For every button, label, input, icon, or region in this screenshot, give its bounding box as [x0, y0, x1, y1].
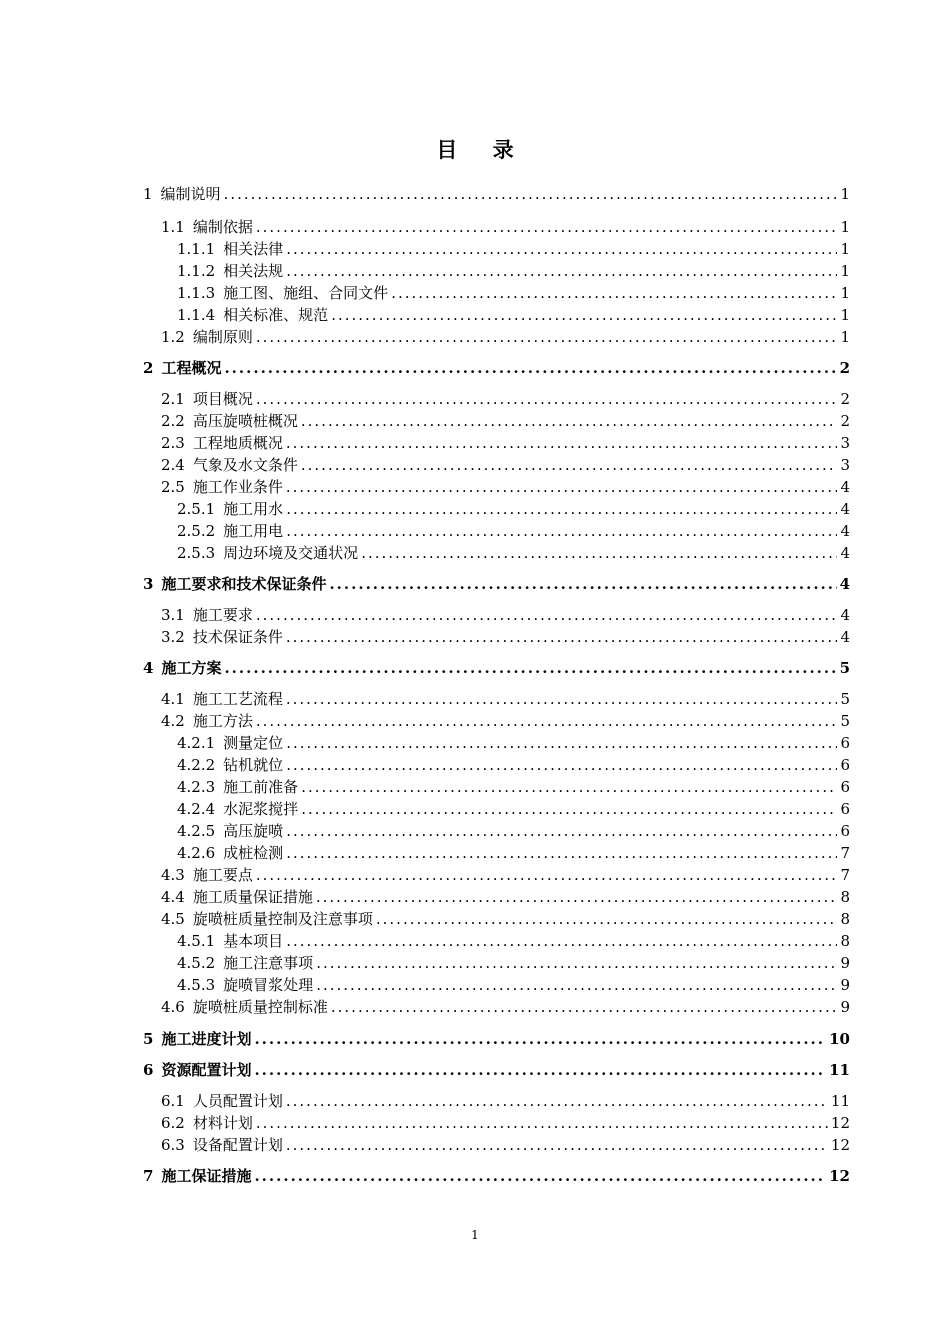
- toc-entry-title: 施工方法: [192, 712, 253, 730]
- toc-entry-title: 施工要求和技术保证条件: [161, 575, 327, 593]
- toc-entry-title: 技术保证条件: [192, 628, 283, 646]
- toc-entry-number: 4.2.3: [177, 778, 216, 796]
- toc-entry-title: 旋喷冒浆处理: [223, 976, 314, 994]
- toc-entry-number: 2: [143, 359, 154, 377]
- toc-entry-title: 设备配置计划: [192, 1136, 283, 1154]
- toc-entry-number: 4.4: [161, 888, 185, 906]
- toc-entry-page: 6: [840, 734, 850, 752]
- toc-entry[interactable]: [161, 1134, 850, 1156]
- toc-entry-page: 8: [840, 910, 850, 928]
- toc-entry[interactable]: [177, 930, 850, 952]
- toc-entry-number: 1.2: [161, 328, 185, 346]
- toc-entry-page: 3: [840, 456, 850, 474]
- toc-entry-title: 施工图、施组、合同文件: [223, 284, 389, 302]
- toc-leader-dots: [329, 573, 836, 595]
- toc-entry-page: 2: [840, 390, 850, 408]
- toc-entry[interactable]: [177, 776, 850, 798]
- toc-entry-page: 6: [840, 778, 850, 796]
- toc-entry-page: 4: [840, 606, 850, 624]
- toc-entry[interactable]: [143, 1165, 850, 1187]
- toc-entry[interactable]: [161, 996, 850, 1018]
- toc-entry-page: 9: [840, 998, 850, 1016]
- toc-entry-number: 1.1.4: [177, 306, 216, 324]
- toc-entry-page: 9: [840, 976, 850, 994]
- toc-entry[interactable]: [143, 1059, 850, 1081]
- toc-leader-dots: [361, 542, 837, 564]
- toc-entry-title: 施工用电: [223, 522, 284, 540]
- toc-entry-title: 编制说明: [160, 185, 221, 203]
- toc-entry-page: 7: [840, 844, 850, 862]
- toc-entry-page: 4: [840, 628, 850, 646]
- toc-entry[interactable]: [177, 304, 850, 326]
- toc-entry-page: 4: [840, 522, 850, 540]
- toc-entry-number: 2.4: [161, 456, 185, 474]
- toc-entry[interactable]: [161, 626, 850, 648]
- toc-leader-dots: [286, 520, 837, 542]
- toc-entry-number: 4.5.2: [177, 954, 216, 972]
- toc-entry-page: 12: [829, 1167, 850, 1185]
- toc-entry[interactable]: [161, 1112, 850, 1134]
- toc-leader-dots: [286, 260, 837, 282]
- toc-leader-dots: [286, 1134, 828, 1156]
- toc-entry-title: 成桩检测: [223, 844, 284, 862]
- toc-entry-number: 3: [143, 575, 154, 593]
- toc-entry-title: 资源配置计划: [161, 1061, 252, 1079]
- toc-entry-number: 1.1.1: [177, 240, 216, 258]
- toc-entry[interactable]: [161, 864, 850, 886]
- toc-entry-number: 4.1: [161, 690, 185, 708]
- toc-entry[interactable]: [143, 357, 850, 379]
- toc-entry-title: 施工注意事项: [223, 954, 314, 972]
- toc-entry-page: 2: [840, 412, 850, 430]
- toc-leader-dots: [391, 282, 837, 304]
- toc-entry-number: 4.2.6: [177, 844, 216, 862]
- toc-entry-number: 4.5.1: [177, 932, 216, 950]
- toc-entry-page: 7: [840, 866, 850, 884]
- toc-entry[interactable]: [177, 754, 850, 776]
- toc-leader-dots: [331, 304, 837, 326]
- toc-leader-dots: [316, 886, 838, 908]
- toc-leader-dots: [254, 1028, 826, 1050]
- toc-entry[interactable]: [161, 710, 850, 732]
- toc-leader-dots: [256, 326, 838, 348]
- toc-entry-title: 工程地质概况: [192, 434, 283, 452]
- toc-entry[interactable]: [177, 260, 850, 282]
- toc-entry-page: 6: [840, 756, 850, 774]
- toc-entry-title: 项目概况: [192, 390, 253, 408]
- toc-entry-title: 基本项目: [223, 932, 284, 950]
- toc-entry-page: 2: [839, 359, 850, 377]
- toc-leader-dots: [286, 820, 837, 842]
- toc-entry-title: 测量定位: [223, 734, 284, 752]
- toc-entry-number: 4.2: [161, 712, 185, 730]
- toc-entry-number: 1.1: [161, 218, 185, 236]
- toc-entry-page: 3: [840, 434, 850, 452]
- toc-entry-page: 5: [840, 690, 850, 708]
- toc-entry-number: 1: [143, 185, 153, 203]
- toc-entry[interactable]: [177, 842, 850, 864]
- toc-entry-title: 编制依据: [192, 218, 253, 236]
- toc-leader-dots: [224, 183, 838, 205]
- toc-entry-page: 12: [830, 1136, 850, 1154]
- toc-entry-number: 4.2.5: [177, 822, 216, 840]
- toc-entry[interactable]: [177, 542, 850, 564]
- toc-entry-title: 施工前准备: [223, 778, 299, 796]
- toc-entry-page: 12: [830, 1114, 850, 1132]
- toc-entry[interactable]: [177, 798, 850, 820]
- toc-entry-title: 施工用水: [223, 500, 284, 518]
- toc-entry-title: 水泥浆搅拌: [223, 800, 299, 818]
- toc-entry-title: 施工要点: [192, 866, 253, 884]
- toc-leader-dots: [331, 996, 838, 1018]
- toc-entry-title: 相关法律: [223, 240, 284, 258]
- toc-leader-dots: [286, 842, 837, 864]
- toc-entry-page: 8: [840, 888, 850, 906]
- toc-entry[interactable]: [161, 1090, 850, 1112]
- toc-leader-dots: [256, 1112, 828, 1134]
- toc-entry-number: 6.1: [161, 1092, 185, 1110]
- toc-entry-page: 1: [840, 328, 850, 346]
- toc-entry-number: 4.2.4: [177, 800, 216, 818]
- toc-leader-dots: [316, 952, 837, 974]
- toc-entry-title: 相关法规: [223, 262, 284, 280]
- toc-entry[interactable]: [143, 657, 850, 679]
- toc-entry-title: 施工方案: [161, 659, 222, 677]
- toc-leader-dots: [256, 864, 838, 886]
- toc-entry-number: 2.2: [161, 412, 185, 430]
- toc-leader-dots: [286, 732, 837, 754]
- toc-leader-dots: [256, 710, 838, 732]
- toc-leader-dots: [286, 930, 837, 952]
- toc-leader-dots: [256, 216, 838, 238]
- toc-entry-title: 施工保证措施: [161, 1167, 252, 1185]
- toc-entry[interactable]: [177, 520, 850, 542]
- toc-leader-dots: [286, 688, 838, 710]
- toc-entry-page: 1: [840, 185, 850, 203]
- toc-entry-number: 4.5.3: [177, 976, 216, 994]
- toc-entry-number: 6: [143, 1061, 154, 1079]
- toc-entry-page: 10: [829, 1030, 850, 1048]
- page-number: 1: [471, 1228, 479, 1242]
- toc-entry[interactable]: [177, 732, 850, 754]
- toc-leader-dots: [301, 776, 837, 798]
- toc-entry-title: 施工进度计划: [161, 1030, 252, 1048]
- toc-entry-number: 3.1: [161, 606, 185, 624]
- toc-entry-page: 1: [840, 240, 850, 258]
- toc-entry-page: 6: [840, 800, 850, 818]
- toc-entry[interactable]: [177, 820, 850, 842]
- toc-entry-page: 1: [840, 262, 850, 280]
- toc-entry-page: 11: [830, 1092, 850, 1110]
- toc-leader-dots: [224, 357, 836, 379]
- toc-entry-number: 6.3: [161, 1136, 185, 1154]
- toc-entry-page: 1: [840, 306, 850, 324]
- toc-entry-page: 11: [829, 1061, 850, 1079]
- toc-entry[interactable]: [177, 498, 850, 520]
- toc-entry-page: 4: [840, 500, 850, 518]
- toc-entry-number: 1.1.3: [177, 284, 216, 302]
- toc-entry-title: 工程概况: [161, 359, 222, 377]
- toc-entry[interactable]: [161, 604, 850, 626]
- toc-leader-dots: [286, 498, 837, 520]
- toc-leader-dots: [286, 432, 838, 454]
- toc-entry-title: 人员配置计划: [192, 1092, 283, 1110]
- toc-leader-dots: [286, 626, 838, 648]
- toc-entry-title: 周边环境及交通状况: [223, 544, 359, 562]
- toc-entry-number: 4: [143, 659, 154, 677]
- toc-leader-dots: [286, 476, 838, 498]
- toc-entry-number: 4.3: [161, 866, 185, 884]
- toc-entry-page: 4: [840, 544, 850, 562]
- toc-entry[interactable]: [161, 388, 850, 410]
- toc-entry[interactable]: [161, 410, 850, 432]
- toc-leader-dots: [286, 238, 837, 260]
- toc-leader-dots: [256, 604, 838, 626]
- toc-entry-title: 施工质量保证措施: [192, 888, 313, 906]
- toc-entry-number: 2.5.2: [177, 522, 216, 540]
- toc-entry[interactable]: [177, 282, 850, 304]
- toc-entry-page: 4: [840, 478, 850, 496]
- toc-entry[interactable]: [143, 573, 850, 595]
- toc-entry[interactable]: [161, 326, 850, 348]
- toc-entry-title: 钻机就位: [223, 756, 284, 774]
- toc-leader-dots: [254, 1059, 826, 1081]
- toc-leader-dots: [286, 1090, 828, 1112]
- toc-entry-title: 旋喷桩质量控制标准: [192, 998, 328, 1016]
- toc-leader-dots: [301, 454, 838, 476]
- toc-leader-dots: [376, 908, 838, 930]
- toc-entry[interactable]: [161, 886, 850, 908]
- toc-entry-page: 1: [840, 284, 850, 302]
- toc-entry[interactable]: [143, 1028, 850, 1050]
- toc-entry[interactable]: [161, 432, 850, 454]
- toc-entry[interactable]: [161, 454, 850, 476]
- toc-entry-number: 2.5.1: [177, 500, 216, 518]
- toc-entry-number: 1.1.2: [177, 262, 216, 280]
- toc-leader-dots: [301, 798, 837, 820]
- toc-entry-title: 编制原则: [192, 328, 253, 346]
- toc-entry-number: 2.1: [161, 390, 185, 408]
- toc-leader-dots: [316, 974, 837, 996]
- toc-entry-title: 施工工艺流程: [192, 690, 283, 708]
- toc-entry-page: 4: [839, 575, 850, 593]
- toc-entry-number: 7: [143, 1167, 154, 1185]
- toc-entry-number: 5: [143, 1030, 154, 1048]
- toc-entry-title: 高压旋喷桩概况: [192, 412, 298, 430]
- toc-leader-dots: [224, 657, 836, 679]
- toc-entry-number: 3.2: [161, 628, 185, 646]
- toc-entry-title: 旋喷桩质量控制及注意事项: [192, 910, 373, 928]
- toc-entry[interactable]: [177, 974, 850, 996]
- page-title: 目 录: [436, 137, 528, 162]
- toc-entry-title: 相关标准、规范: [223, 306, 329, 324]
- toc-entry-title: 高压旋喷: [223, 822, 284, 840]
- toc-entry[interactable]: [161, 216, 850, 238]
- toc-leader-dots: [301, 410, 838, 432]
- toc-entry-number: 2.3: [161, 434, 185, 452]
- toc-entry-number: 6.2: [161, 1114, 185, 1132]
- toc-entry-number: 2.5.3: [177, 544, 216, 562]
- toc-entry[interactable]: [177, 952, 850, 974]
- toc-entry-page: 5: [840, 712, 850, 730]
- toc-entry-page: 9: [840, 954, 850, 972]
- toc-leader-dots: [286, 754, 837, 776]
- toc-entry[interactable]: [161, 688, 850, 710]
- toc-entry-number: 4.2.2: [177, 756, 216, 774]
- toc-entry-number: 4.2.1: [177, 734, 216, 752]
- toc-entry[interactable]: [177, 238, 850, 260]
- toc-entry[interactable]: [161, 908, 850, 930]
- toc-entry-number: 2.5: [161, 478, 185, 496]
- toc-entry[interactable]: [143, 183, 850, 205]
- toc-entry-title: 施工要求: [192, 606, 253, 624]
- toc-entry-page: 6: [840, 822, 850, 840]
- toc-leader-dots: [256, 388, 838, 410]
- toc-entry-page: 5: [839, 659, 850, 677]
- toc-entry-title: 施工作业条件: [192, 478, 283, 496]
- toc-entry-page: 8: [840, 932, 850, 950]
- toc-leader-dots: [254, 1165, 826, 1187]
- toc-entry-title: 材料计划: [192, 1114, 253, 1132]
- toc-entry-number: 4.6: [161, 998, 185, 1016]
- toc-entry-number: 4.5: [161, 910, 185, 928]
- toc-entry-title: 气象及水文条件: [192, 456, 298, 474]
- toc-entry-page: 1: [840, 218, 850, 236]
- toc-entry[interactable]: [161, 476, 850, 498]
